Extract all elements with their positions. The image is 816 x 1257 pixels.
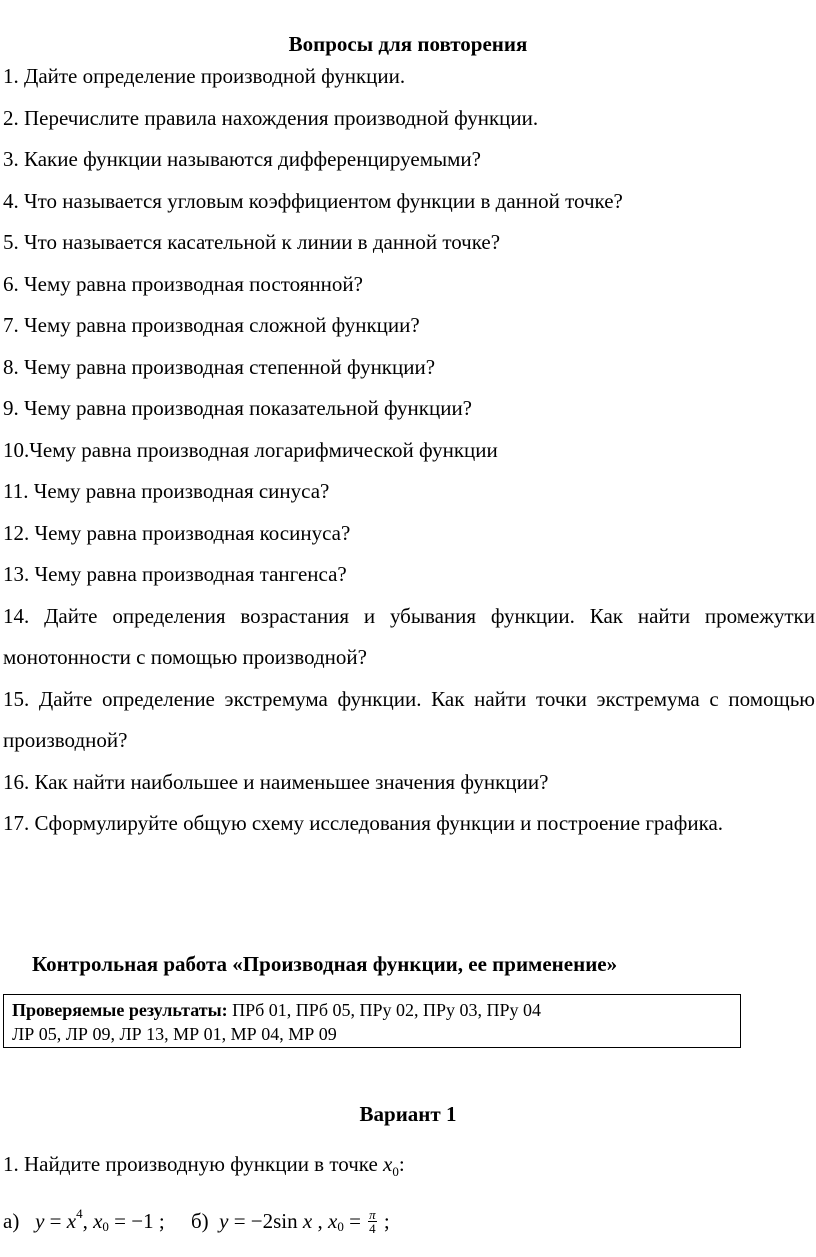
task-1-var: x [383, 1152, 393, 1176]
results-codes-2: ЛР 05, ЛР 09, ЛР 13, МР 01, МР 04, МР 09 [12, 1024, 337, 1044]
fraction-numerator: π [369, 1206, 376, 1222]
question-item: 1. Дайте определение производной функции. [3, 64, 406, 88]
question-item: 11. Чему равна производная синуса? [3, 479, 330, 503]
questions-list [3, 56, 815, 845]
item-b-y: y [219, 1209, 229, 1234]
question-item: 14. Дайте определения возрастания и убывания функции. Как найти промежутки монотонности с помощью производной? [3, 603, 815, 669]
item-a-label: а) [3, 1209, 20, 1234]
item-a-val: = −1 ; [108, 1209, 165, 1234]
task-1-end: : [398, 1152, 405, 1176]
control-work-heading: Контрольная работа «Производная функции, ее применение» [32, 952, 618, 976]
item-a-pow: 4 [76, 1206, 83, 1221]
task-1-text: 1. Найдите производную функции в точке [3, 1152, 384, 1176]
item-a-eq: = [44, 1209, 67, 1234]
fraction-denominator: 4 [369, 1220, 376, 1236]
question-item: 13. Чему равна производная тангенса? [3, 562, 347, 586]
variant-title: Вариант 1 [359, 1102, 457, 1126]
question-item: 7. Чему равна производная сложной функции? [3, 313, 420, 337]
question-item: 9. Чему равна производная показательной функции? [3, 396, 473, 420]
question-item: 5. Что называется касательной к линии в данной точке? [3, 230, 501, 254]
question-item: 16. Как найти наибольшее и наименьшее значения функции? [3, 769, 549, 794]
item-a-rest: , [82, 1209, 94, 1234]
item-a-x0: x [93, 1209, 103, 1234]
question-item: 6. Чему равна производная постоянной? [3, 271, 363, 296]
question-item: 15. Дайте определение экстремума функции. Как найти точки экстремума с помощью производной? [3, 686, 815, 752]
item-b-sep: , [312, 1209, 328, 1234]
question-item: 4. Что называется угловым коэффициентом функции в данной точке? [3, 188, 623, 213]
results-line-1 [12, 998, 740, 1022]
question-item: 3. Какие функции называются дифференцируемыми? [3, 147, 481, 171]
item-b-end: ; [378, 1209, 390, 1234]
task-1-items [3, 1200, 390, 1241]
question-item: 2. Перечислите правила нахождения производной функции. [3, 105, 539, 130]
page-title: Вопросы для повторения [288, 32, 528, 56]
pi-over-4-fraction [368, 1208, 377, 1235]
item-a-x: x [66, 1209, 77, 1234]
item-b-eq: = −2sin [228, 1209, 303, 1234]
checked-results-box [3, 994, 741, 1048]
item-b-eq2: = [343, 1209, 367, 1234]
item-a-x0-sub: 0 [102, 1219, 109, 1235]
item-b-label: б) [190, 1209, 209, 1234]
item-b-x0: x [327, 1209, 338, 1234]
question-item: 8. Чему равна производная степенной функции? [3, 354, 436, 379]
results-codes-1: ПРб 01, ПРб 05, ПРу 02, ПРу 03, ПРу 04 [227, 1000, 542, 1020]
question-item: 10.Чему равна производная логарифмической функции [3, 437, 498, 462]
item-b-x: x [302, 1209, 313, 1234]
question-item: 12. Чему равна производная косинуса? [3, 520, 351, 545]
item-b-x0-sub: 0 [337, 1219, 344, 1235]
results-label: Проверяемые результаты: [12, 1000, 228, 1020]
item-a-y: y [35, 1209, 45, 1234]
question-item: 17. Сформулируйте общую схему исследования функции и построение графика. [3, 811, 724, 835]
task-1-sub: 0 [392, 1164, 399, 1180]
task-1 [3, 1150, 405, 1186]
